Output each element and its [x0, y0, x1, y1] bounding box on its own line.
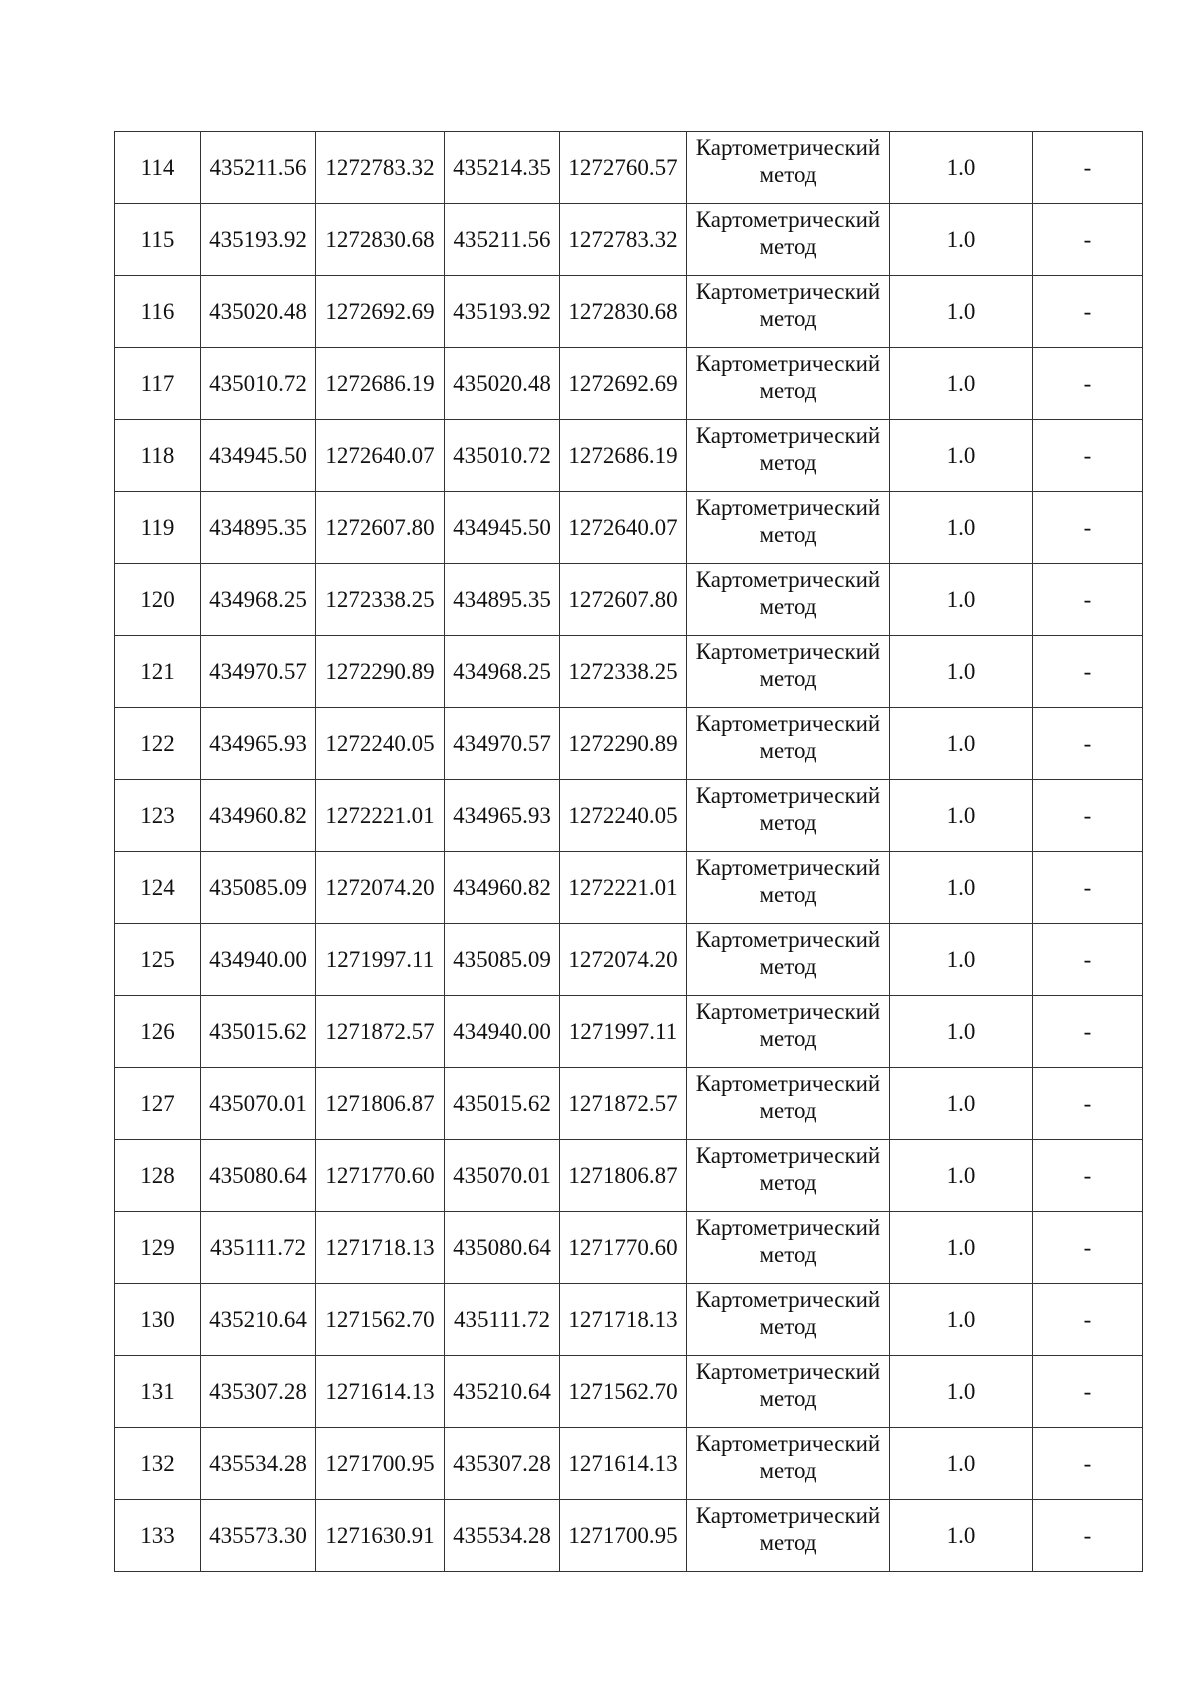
point-number-cell: 125: [115, 924, 201, 996]
method-cell: [687, 708, 890, 780]
note-cell: -: [1033, 1140, 1143, 1212]
point-number-cell: 130: [115, 1284, 201, 1356]
accuracy-cell: 1.0: [890, 276, 1033, 348]
method-text-line2: метод: [759, 810, 817, 835]
prev-y-coordinate-cell: 1272783.32: [560, 204, 687, 276]
note-cell: -: [1033, 1356, 1143, 1428]
accuracy-cell: 1.0: [890, 564, 1033, 636]
method-cell: [687, 276, 890, 348]
point-number-cell: 126: [115, 996, 201, 1068]
note-cell: -: [1033, 1284, 1143, 1356]
x-coordinate-cell: 434940.00: [201, 924, 316, 996]
y-coordinate-cell: 1271718.13: [316, 1212, 445, 1284]
x-coordinate-cell: 434970.57: [201, 636, 316, 708]
prev-x-coordinate-cell: 435080.64: [445, 1212, 560, 1284]
note-cell: -: [1033, 780, 1143, 852]
y-coordinate-cell: 1272692.69: [316, 276, 445, 348]
prev-y-coordinate-cell: 1271562.70: [560, 1356, 687, 1428]
accuracy-cell: 1.0: [890, 1500, 1033, 1572]
table-row: [115, 1500, 1143, 1572]
note-cell: -: [1033, 1500, 1143, 1572]
table-row: [115, 1140, 1143, 1212]
method-text-line2: метод: [759, 234, 817, 259]
prev-x-coordinate-cell: 435211.56: [445, 204, 560, 276]
x-coordinate-cell: 435080.64: [201, 1140, 316, 1212]
prev-x-coordinate-cell: 435214.35: [445, 132, 560, 204]
prev-x-coordinate-cell: 435534.28: [445, 1500, 560, 1572]
method-cell: [687, 636, 890, 708]
method-text-line2: метод: [759, 594, 817, 619]
note-cell: -: [1033, 1428, 1143, 1500]
method-text-line1: Картометрический: [695, 855, 881, 880]
method-cell: [687, 780, 890, 852]
prev-x-coordinate-cell: 435015.62: [445, 1068, 560, 1140]
table-row: [115, 1356, 1143, 1428]
x-coordinate-cell: 434960.82: [201, 780, 316, 852]
coordinates-table: [114, 131, 1143, 1572]
point-number-cell: 122: [115, 708, 201, 780]
prev-x-coordinate-cell: 435085.09: [445, 924, 560, 996]
method-cell: [687, 852, 890, 924]
accuracy-cell: 1.0: [890, 1068, 1033, 1140]
prev-y-coordinate-cell: 1272686.19: [560, 420, 687, 492]
method-text-line1: Картометрический: [695, 207, 881, 232]
prev-x-coordinate-cell: 434968.25: [445, 636, 560, 708]
prev-y-coordinate-cell: 1271700.95: [560, 1500, 687, 1572]
y-coordinate-cell: 1271770.60: [316, 1140, 445, 1212]
method-text-line1: Картометрический: [695, 999, 881, 1024]
prev-y-coordinate-cell: 1272760.57: [560, 132, 687, 204]
y-coordinate-cell: 1272221.01: [316, 780, 445, 852]
point-number-cell: 123: [115, 780, 201, 852]
x-coordinate-cell: 435010.72: [201, 348, 316, 420]
point-number-cell: 115: [115, 204, 201, 276]
accuracy-cell: 1.0: [890, 636, 1033, 708]
accuracy-cell: 1.0: [890, 348, 1033, 420]
table-row: [115, 1284, 1143, 1356]
method-cell: [687, 1212, 890, 1284]
prev-x-coordinate-cell: 435070.01: [445, 1140, 560, 1212]
table-row: [115, 1428, 1143, 1500]
x-coordinate-cell: 435307.28: [201, 1356, 316, 1428]
method-cell: [687, 1428, 890, 1500]
point-number-cell: 129: [115, 1212, 201, 1284]
y-coordinate-cell: 1272074.20: [316, 852, 445, 924]
method-cell: [687, 132, 890, 204]
prev-y-coordinate-cell: 1272607.80: [560, 564, 687, 636]
method-text-line2: метод: [759, 450, 817, 475]
accuracy-cell: 1.0: [890, 1212, 1033, 1284]
method-text-line1: Картометрический: [695, 639, 881, 664]
x-coordinate-cell: 435573.30: [201, 1500, 316, 1572]
accuracy-cell: 1.0: [890, 492, 1033, 564]
prev-y-coordinate-cell: 1271770.60: [560, 1212, 687, 1284]
method-text-line1: Картометрический: [695, 135, 881, 160]
method-cell: [687, 996, 890, 1068]
y-coordinate-cell: 1272686.19: [316, 348, 445, 420]
point-number-cell: 128: [115, 1140, 201, 1212]
method-text-line2: метод: [759, 1026, 817, 1051]
prev-x-coordinate-cell: 434970.57: [445, 708, 560, 780]
method-text-line2: метод: [759, 1314, 817, 1339]
method-cell: [687, 564, 890, 636]
x-coordinate-cell: 434968.25: [201, 564, 316, 636]
note-cell: -: [1033, 276, 1143, 348]
point-number-cell: 124: [115, 852, 201, 924]
method-text-line2: метод: [759, 1242, 817, 1267]
y-coordinate-cell: 1271614.13: [316, 1356, 445, 1428]
accuracy-cell: 1.0: [890, 1428, 1033, 1500]
method-text-line1: Картометрический: [695, 495, 881, 520]
method-cell: [687, 924, 890, 996]
method-cell: [687, 492, 890, 564]
table-row: [115, 492, 1143, 564]
prev-x-coordinate-cell: 434945.50: [445, 492, 560, 564]
accuracy-cell: 1.0: [890, 924, 1033, 996]
method-text-line1: Картометрический: [695, 1071, 881, 1096]
table-row: [115, 636, 1143, 708]
method-text-line1: Картометрический: [695, 927, 881, 952]
method-text-line2: метод: [759, 1386, 817, 1411]
note-cell: -: [1033, 708, 1143, 780]
y-coordinate-cell: 1271997.11: [316, 924, 445, 996]
method-text-line1: Картометрический: [695, 279, 881, 304]
method-cell: [687, 1068, 890, 1140]
x-coordinate-cell: 435070.01: [201, 1068, 316, 1140]
note-cell: -: [1033, 852, 1143, 924]
table-row: [115, 348, 1143, 420]
prev-y-coordinate-cell: 1271614.13: [560, 1428, 687, 1500]
table-body: [115, 132, 1143, 1572]
prev-y-coordinate-cell: 1271872.57: [560, 1068, 687, 1140]
point-number-cell: 119: [115, 492, 201, 564]
accuracy-cell: 1.0: [890, 204, 1033, 276]
note-cell: -: [1033, 348, 1143, 420]
accuracy-cell: 1.0: [890, 1284, 1033, 1356]
x-coordinate-cell: 435210.64: [201, 1284, 316, 1356]
y-coordinate-cell: 1272240.05: [316, 708, 445, 780]
prev-y-coordinate-cell: 1272830.68: [560, 276, 687, 348]
table-row: [115, 852, 1143, 924]
x-coordinate-cell: 435085.09: [201, 852, 316, 924]
prev-x-coordinate-cell: 435111.72: [445, 1284, 560, 1356]
prev-y-coordinate-cell: 1272692.69: [560, 348, 687, 420]
point-number-cell: 121: [115, 636, 201, 708]
accuracy-cell: 1.0: [890, 996, 1033, 1068]
prev-y-coordinate-cell: 1272221.01: [560, 852, 687, 924]
point-number-cell: 118: [115, 420, 201, 492]
method-text-line1: Картометрический: [695, 423, 881, 448]
note-cell: -: [1033, 204, 1143, 276]
method-text-line1: Картометрический: [695, 1359, 881, 1384]
prev-y-coordinate-cell: 1272290.89: [560, 708, 687, 780]
x-coordinate-cell: 434895.35: [201, 492, 316, 564]
x-coordinate-cell: 434965.93: [201, 708, 316, 780]
table-row: [115, 204, 1143, 276]
prev-x-coordinate-cell: 434965.93: [445, 780, 560, 852]
note-cell: -: [1033, 1068, 1143, 1140]
y-coordinate-cell: 1272290.89: [316, 636, 445, 708]
method-text-line2: метод: [759, 1098, 817, 1123]
table-row: [115, 420, 1143, 492]
accuracy-cell: 1.0: [890, 132, 1033, 204]
accuracy-cell: 1.0: [890, 852, 1033, 924]
method-cell: [687, 1284, 890, 1356]
note-cell: -: [1033, 564, 1143, 636]
prev-y-coordinate-cell: 1271806.87: [560, 1140, 687, 1212]
point-number-cell: 116: [115, 276, 201, 348]
point-number-cell: 133: [115, 1500, 201, 1572]
method-text-line1: Картометрический: [695, 1431, 881, 1456]
method-text-line2: метод: [759, 1458, 817, 1483]
note-cell: -: [1033, 924, 1143, 996]
method-cell: [687, 204, 890, 276]
prev-x-coordinate-cell: 435020.48: [445, 348, 560, 420]
y-coordinate-cell: 1271806.87: [316, 1068, 445, 1140]
method-text-line2: метод: [759, 306, 817, 331]
y-coordinate-cell: 1272783.32: [316, 132, 445, 204]
y-coordinate-cell: 1271630.91: [316, 1500, 445, 1572]
table-row: [115, 276, 1143, 348]
prev-y-coordinate-cell: 1272074.20: [560, 924, 687, 996]
prev-x-coordinate-cell: 435193.92: [445, 276, 560, 348]
method-cell: [687, 1356, 890, 1428]
method-cell: [687, 420, 890, 492]
x-coordinate-cell: 435211.56: [201, 132, 316, 204]
method-text-line1: Картометрический: [695, 1503, 881, 1528]
prev-x-coordinate-cell: 435307.28: [445, 1428, 560, 1500]
point-number-cell: 127: [115, 1068, 201, 1140]
y-coordinate-cell: 1272607.80: [316, 492, 445, 564]
method-text-line2: метод: [759, 378, 817, 403]
accuracy-cell: 1.0: [890, 780, 1033, 852]
method-cell: [687, 1140, 890, 1212]
note-cell: -: [1033, 420, 1143, 492]
point-number-cell: 117: [115, 348, 201, 420]
prev-y-coordinate-cell: 1271997.11: [560, 996, 687, 1068]
y-coordinate-cell: 1271700.95: [316, 1428, 445, 1500]
y-coordinate-cell: 1271562.70: [316, 1284, 445, 1356]
note-cell: -: [1033, 636, 1143, 708]
x-coordinate-cell: 435193.92: [201, 204, 316, 276]
table-row: [115, 1212, 1143, 1284]
note-cell: -: [1033, 996, 1143, 1068]
y-coordinate-cell: 1271872.57: [316, 996, 445, 1068]
prev-x-coordinate-cell: 435210.64: [445, 1356, 560, 1428]
y-coordinate-cell: 1272830.68: [316, 204, 445, 276]
table-row: [115, 1068, 1143, 1140]
prev-y-coordinate-cell: 1271718.13: [560, 1284, 687, 1356]
point-number-cell: 132: [115, 1428, 201, 1500]
method-text-line2: метод: [759, 954, 817, 979]
accuracy-cell: 1.0: [890, 1140, 1033, 1212]
table-row: [115, 780, 1143, 852]
x-coordinate-cell: 435015.62: [201, 996, 316, 1068]
note-cell: -: [1033, 492, 1143, 564]
table-row: [115, 924, 1143, 996]
prev-y-coordinate-cell: 1272338.25: [560, 636, 687, 708]
y-coordinate-cell: 1272640.07: [316, 420, 445, 492]
accuracy-cell: 1.0: [890, 420, 1033, 492]
method-text-line1: Картометрический: [695, 1143, 881, 1168]
table-row: [115, 132, 1143, 204]
table-row: [115, 708, 1143, 780]
table-row: [115, 996, 1143, 1068]
note-cell: -: [1033, 132, 1143, 204]
method-text-line1: Картометрический: [695, 1215, 881, 1240]
table-row: [115, 564, 1143, 636]
x-coordinate-cell: 435020.48: [201, 276, 316, 348]
method-text-line2: метод: [759, 522, 817, 547]
y-coordinate-cell: 1272338.25: [316, 564, 445, 636]
x-coordinate-cell: 435534.28: [201, 1428, 316, 1500]
prev-y-coordinate-cell: 1272240.05: [560, 780, 687, 852]
method-cell: [687, 348, 890, 420]
prev-x-coordinate-cell: 435010.72: [445, 420, 560, 492]
method-cell: [687, 1500, 890, 1572]
note-cell: -: [1033, 1212, 1143, 1284]
x-coordinate-cell: 435111.72: [201, 1212, 316, 1284]
method-text-line1: Картометрический: [695, 1287, 881, 1312]
prev-x-coordinate-cell: 434895.35: [445, 564, 560, 636]
x-coordinate-cell: 434945.50: [201, 420, 316, 492]
prev-x-coordinate-cell: 434940.00: [445, 996, 560, 1068]
accuracy-cell: 1.0: [890, 1356, 1033, 1428]
method-text-line2: метод: [759, 1530, 817, 1555]
point-number-cell: 120: [115, 564, 201, 636]
method-text-line2: метод: [759, 1170, 817, 1195]
point-number-cell: 114: [115, 132, 201, 204]
method-text-line2: метод: [759, 162, 817, 187]
method-text-line1: Картометрический: [695, 351, 881, 376]
method-text-line1: Картометрический: [695, 567, 881, 592]
accuracy-cell: 1.0: [890, 708, 1033, 780]
prev-x-coordinate-cell: 434960.82: [445, 852, 560, 924]
method-text-line2: метод: [759, 666, 817, 691]
method-text-line1: Картометрический: [695, 783, 881, 808]
point-number-cell: 131: [115, 1356, 201, 1428]
method-text-line2: метод: [759, 882, 817, 907]
prev-y-coordinate-cell: 1272640.07: [560, 492, 687, 564]
method-text-line1: Картометрический: [695, 711, 881, 736]
method-text-line2: метод: [759, 738, 817, 763]
